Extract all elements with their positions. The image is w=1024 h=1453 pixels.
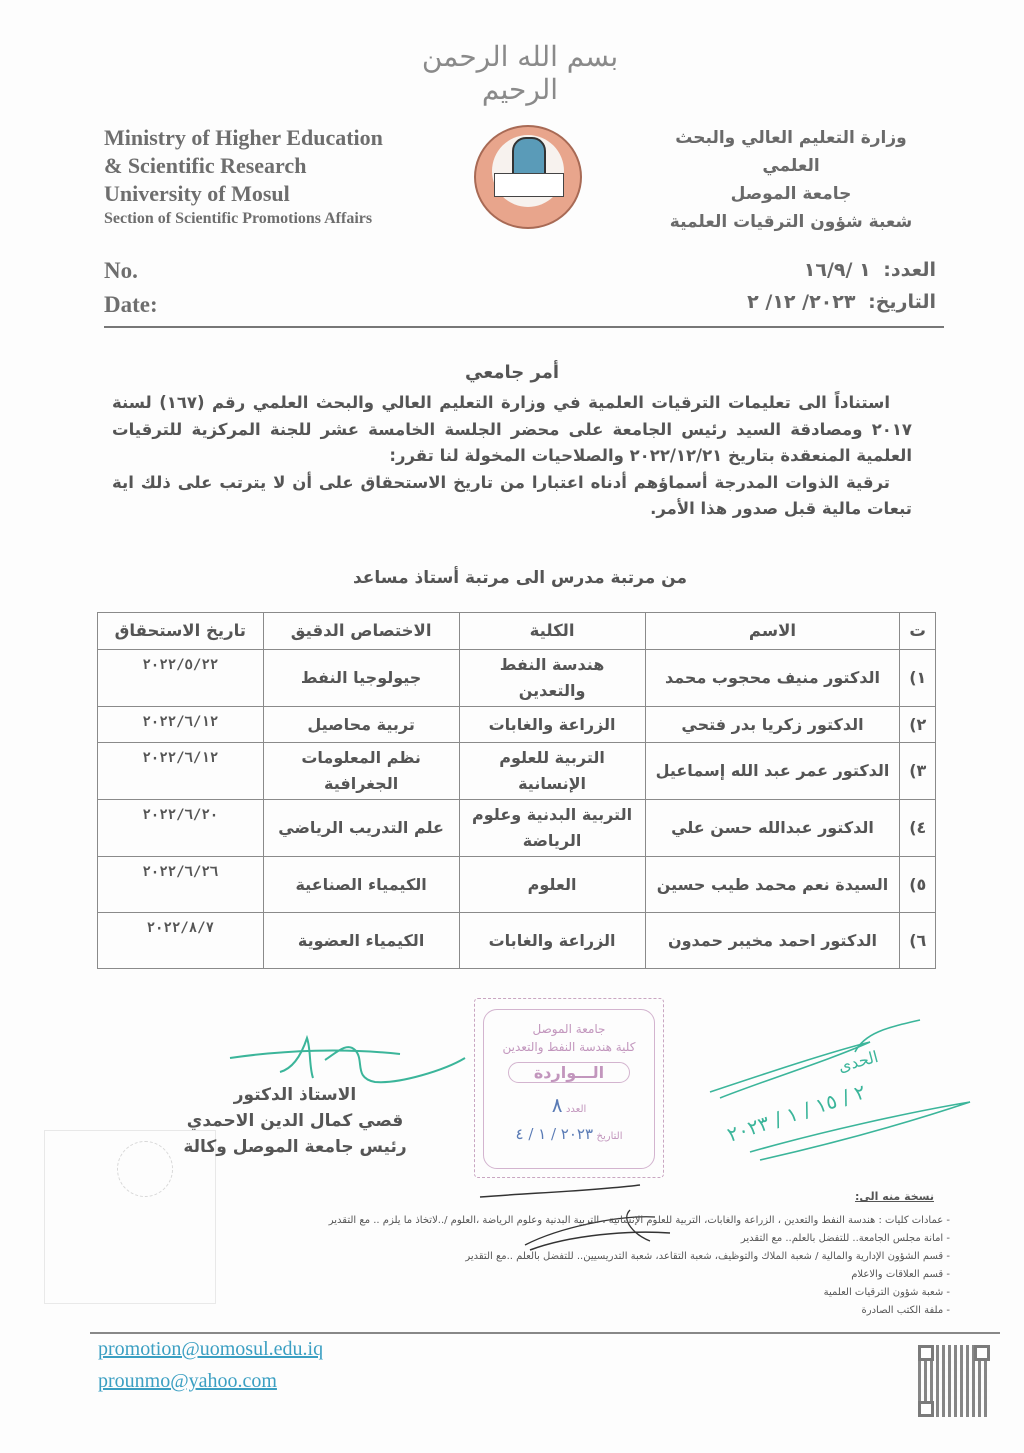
stamp-university: جامعة الموصل <box>532 1022 606 1036</box>
ministry-name-ar: وزارة التعليم العالي والبحث العلمي <box>675 128 907 176</box>
section-name-ar: شعبة شؤون الترقيات العلمية <box>669 212 913 232</box>
header-specialization: الاختصاص الدقيق <box>263 613 459 650</box>
cell-name: الدكتور عبدالله حسن علي <box>645 800 900 857</box>
signatory-position: رئيس جامعة الموصل وكالة <box>183 1137 407 1157</box>
cell-index: ٣) <box>900 743 936 800</box>
cell-college: التربية البدنية وعلوم الرياضة <box>459 800 645 857</box>
signatory-title: الاستاذ الدكتور <box>233 1085 357 1105</box>
svg-text:الحدى: الحدى <box>836 1047 881 1076</box>
copy-recipient: - ملفة الكتب الصادرة <box>861 1305 950 1316</box>
order-body <box>112 390 912 523</box>
email-link-university[interactable]: promotion@uomosul.edu.iq <box>98 1338 324 1360</box>
seal-icon <box>117 1141 173 1197</box>
table-row <box>98 707 936 743</box>
cell-index: ٢) <box>900 707 936 743</box>
table-header-row <box>98 613 936 650</box>
english-letterhead <box>104 124 383 230</box>
cell-index: ٥) <box>900 857 936 913</box>
stamp-college: كلية هندسة النفط والتعدين <box>502 1040 636 1054</box>
cell-name: الدكتور احمد مخيبر حمدون <box>645 913 900 969</box>
university-name-ar: جامعة الموصل <box>730 184 852 204</box>
stamp-date-value: ٢٠٢٣ / ١ / ٤ <box>515 1125 594 1143</box>
cell-specialization: الكيمياء العضوية <box>263 913 459 969</box>
stamp-number-label: العدد <box>565 1104 587 1115</box>
cell-date: ٢٠٢٢/٦/٢٦ <box>98 857 264 913</box>
cell-college: الزراعة والغابات <box>459 707 645 743</box>
cell-name: الدكتور عمر عبد الله إسماعيل <box>645 743 900 800</box>
university-name-en: University of Mosul <box>104 181 290 206</box>
cell-specialization: نظم المعلومات الجغرافية <box>263 743 459 800</box>
cell-date: ٢٠٢٢/٦/١٢ <box>98 743 264 800</box>
cell-date: ٢٠٢٢/٨/٧ <box>98 913 264 969</box>
header-college: الكلية <box>459 613 645 650</box>
arabic-letterhead <box>646 124 936 236</box>
cell-index: ٤) <box>900 800 936 857</box>
table-row <box>98 650 936 707</box>
basmala-calligraphy: بسم الله الرحمن الرحيم <box>421 40 619 106</box>
ministry-name-en-2: & Scientific Research <box>104 153 307 178</box>
copy-recipient: - قسم العلاقات والاعلام <box>851 1269 950 1280</box>
header-index: ت <box>900 613 936 650</box>
date-label-en: Date: <box>104 292 158 317</box>
table-row <box>98 913 936 969</box>
header-date: تاريخ الاستحقاق <box>98 613 264 650</box>
cell-name: السيدة نعم محمد طيب حسين <box>645 857 900 913</box>
date-label-ar: التاريخ: <box>868 291 936 313</box>
copy-recipient: - قسم الشؤون الإدارية والمالية / شعبة الملاك والتوظيف، شعبة التقاعد، شعبة التدريسيين.. للتفضل بالعلم ..مع التقدير <box>465 1251 950 1262</box>
order-paragraph-1: استناداً الى تعليمات الترقيات العلمية في وزارة التعليم العالي والبحث العلمي رقم (١٦٧) لسنة ٢٠١٧ ومصادقة السيد رئيس الجامعة على محضر الجلسة الخامسة عشر للجنة المركزية للترقيات العلمية المنعقدة بتاريخ ٢٠٢٢/١٢/٢١ والصلاحيات المخولة لنا تقرر: <box>112 393 912 465</box>
cell-specialization: تربية محاصيل <box>263 707 459 743</box>
cell-date: ٢٠٢٢/٦/٢٠ <box>98 800 264 857</box>
promotions-table <box>97 612 936 969</box>
copies-list <box>130 1212 950 1320</box>
table-row <box>98 743 936 800</box>
signatory-block <box>170 1082 420 1160</box>
stamp-date-label: التاريخ <box>596 1131 623 1142</box>
cell-college: هندسة النفط والتعدين <box>459 650 645 707</box>
copy-recipient: - امانة مجلس الجامعة.. للتفضل بالعلم.. مع التقدير <box>740 1233 950 1244</box>
incoming-mail-stamp <box>474 998 664 1178</box>
number-label-en: No. <box>104 258 138 283</box>
signatory-name: قصي كمال الدين الاحمدي <box>186 1111 404 1131</box>
cell-college: العلوم <box>459 857 645 913</box>
document-title: أمر جامعي <box>464 362 560 383</box>
header-divider <box>104 326 944 328</box>
reference-labels-en <box>104 254 158 322</box>
order-paragraph-2: ترقية الذوات المدرجة أسماؤهم أدناه اعتبارا من تاريخ الاستحقاق على أن لا يترتب على ذلك اية تبعات مالية قبل صدور هذا الأمر. <box>112 472 912 518</box>
number-value: ١ /١٦/٩ <box>803 259 871 281</box>
cell-name: الدكتور زكريا بدر فتحي <box>645 707 900 743</box>
reference-labels-ar <box>747 254 936 318</box>
cell-college: التربية للعلوم الإنسانية <box>459 743 645 800</box>
cell-index: ١) <box>900 650 936 707</box>
promotion-section-title: من مرتبة مدرس الى مرتبة أستاذ مساعد <box>352 568 688 588</box>
header-name: الاسم <box>645 613 900 650</box>
email-link-yahoo[interactable]: prounmo@yahoo.com <box>98 1370 277 1392</box>
cell-specialization: جيولوجيا النفط <box>263 650 459 707</box>
handwritten-annotation-icon <box>690 1012 980 1162</box>
table-row <box>98 800 936 857</box>
stamp-number-value: ٨ <box>551 1093 563 1117</box>
cell-date: ٢٠٢٢/٦/١٢ <box>98 707 264 743</box>
cell-name: الدكتور منيف محجوب محمد <box>645 650 900 707</box>
section-name-en: Section of Scientific Promotions Affairs <box>104 210 373 227</box>
cell-date: ٢٠٢٢/٥/٢٢ <box>98 650 264 707</box>
qr-code-icon[interactable] <box>918 1345 990 1417</box>
number-label-ar: العدد: <box>883 259 936 281</box>
cell-specialization: علم التدريب الرياضي <box>263 800 459 857</box>
footer-divider <box>90 1332 1000 1334</box>
cell-college: الزراعة والغابات <box>459 913 645 969</box>
university-emblem-icon <box>474 125 582 229</box>
ministry-name-en: Ministry of Higher Education <box>104 125 383 150</box>
copy-recipient: - شعبة شؤون الترقيات العلمية <box>823 1287 950 1298</box>
cell-index: ٦) <box>900 913 936 969</box>
cell-specialization: الكيمياء الصناعية <box>263 857 459 913</box>
table-row <box>98 857 936 913</box>
copies-title: نسخة منه الى: <box>855 1190 934 1203</box>
date-value: ٢٠٢٣/ ١٢/ ٢ <box>747 291 856 313</box>
svg-text:٢ / ١٥ / ١ / ٢٠٢٣: ٢ / ١٥ / ١ / ٢٠٢٣ <box>724 1079 869 1147</box>
stamp-incoming-badge: الـــواردة <box>508 1062 630 1083</box>
copy-recipient: - عمادات كليات : هندسة النفط والتعدين ، الزراعة والغابات، التربية للعلوم الإنسانية ، التربية البدنية وعلوم الرياضة ،العلوم /..لاتخاذ ما يلزم .. مع التقدير <box>328 1215 950 1226</box>
